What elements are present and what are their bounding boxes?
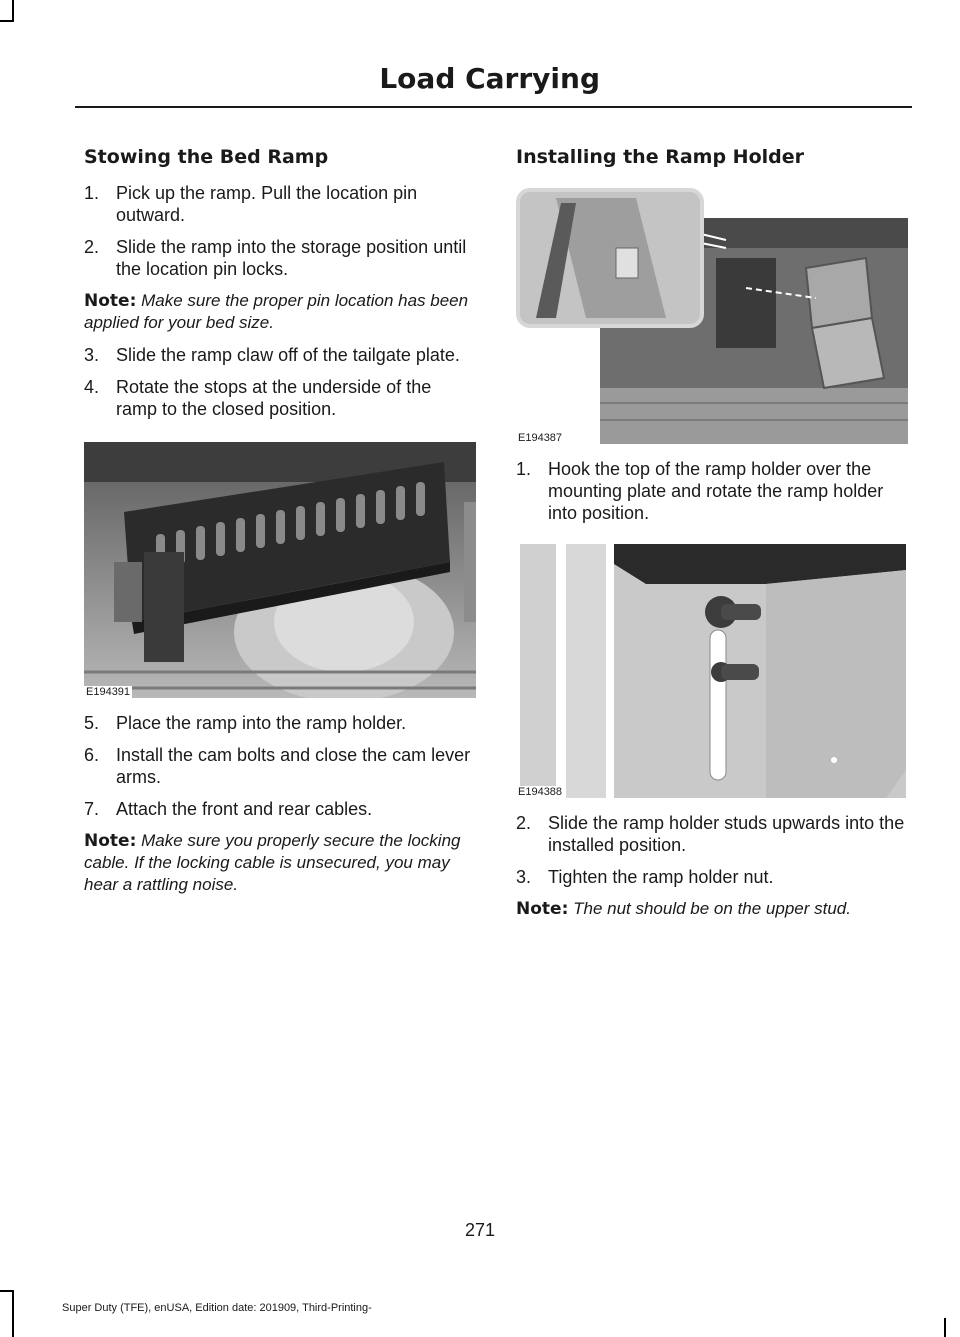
steps-list: [84, 344, 476, 420]
step-item: 3. Slide the ramp claw off of the tailgate plate.: [84, 345, 460, 365]
step-item: 7. Attach the front and rear cables.: [84, 799, 373, 819]
ramp-stowed-illustration: [84, 442, 476, 698]
crop-mark: [12, 1290, 14, 1337]
figure-code: E194388: [518, 786, 563, 798]
steps-list: [84, 712, 476, 820]
step-item: 6. Install the cam bolts and close the cam lever arms.: [84, 745, 471, 787]
figure-ramp-holder-install: [516, 188, 908, 444]
crop-mark: [0, 1290, 14, 1292]
steps-list: [516, 812, 908, 888]
crop-mark: [12, 0, 14, 22]
figure-code: E194387: [518, 432, 563, 444]
section-title: Load Carrying: [379, 62, 600, 95]
crop-mark: [944, 1318, 946, 1337]
ramp-holder-illustration: [516, 188, 908, 444]
figure-ramp-stowed: [84, 442, 476, 698]
step-item: 1. Pick up the ramp. Pull the location pin outward.: [84, 183, 418, 225]
step-item: 3. Tighten the ramp holder nut.: [516, 867, 774, 887]
page-number: 271: [464, 1220, 496, 1240]
ramp-holder-studs-illustration: [516, 540, 908, 798]
step-item: 2. Slide the ramp holder studs upwards into the installed position.: [516, 813, 905, 855]
figure-code: E194391: [86, 686, 131, 698]
figure-ramp-holder-studs: [516, 540, 908, 798]
note: Note: Make sure you properly secure the locking cable. If the locking cable is unsecured, you may hear a rattling noise.: [84, 831, 461, 894]
footer-edition: Super Duty (TFE), enUSA, Edition date: 201909, Third-Printing-: [62, 1302, 372, 1314]
note: Note: Make sure the proper pin location has been applied for your bed size.: [84, 291, 469, 332]
crop-mark: [0, 20, 14, 22]
heading-installing-ramp-holder: Installing the Ramp Holder: [516, 146, 804, 168]
step-item: 4. Rotate the stops at the underside of the ramp to the closed position.: [84, 377, 432, 419]
right-column: [516, 146, 908, 930]
steps-list: [84, 182, 476, 280]
header-rule: [75, 106, 912, 108]
step-item: 1. Hook the top of the ramp holder over the mounting plate and rotate the ramp holder into position.: [516, 459, 884, 523]
step-item: 5. Place the ramp into the ramp holder.: [84, 713, 407, 733]
heading-stowing-bed-ramp: Stowing the Bed Ramp: [84, 146, 329, 168]
note: Note: The nut should be on the upper stud.: [516, 899, 851, 919]
steps-list: [516, 458, 908, 524]
left-column: [84, 146, 476, 906]
step-item: 2. Slide the ramp into the storage position until the location pin locks.: [84, 237, 467, 279]
